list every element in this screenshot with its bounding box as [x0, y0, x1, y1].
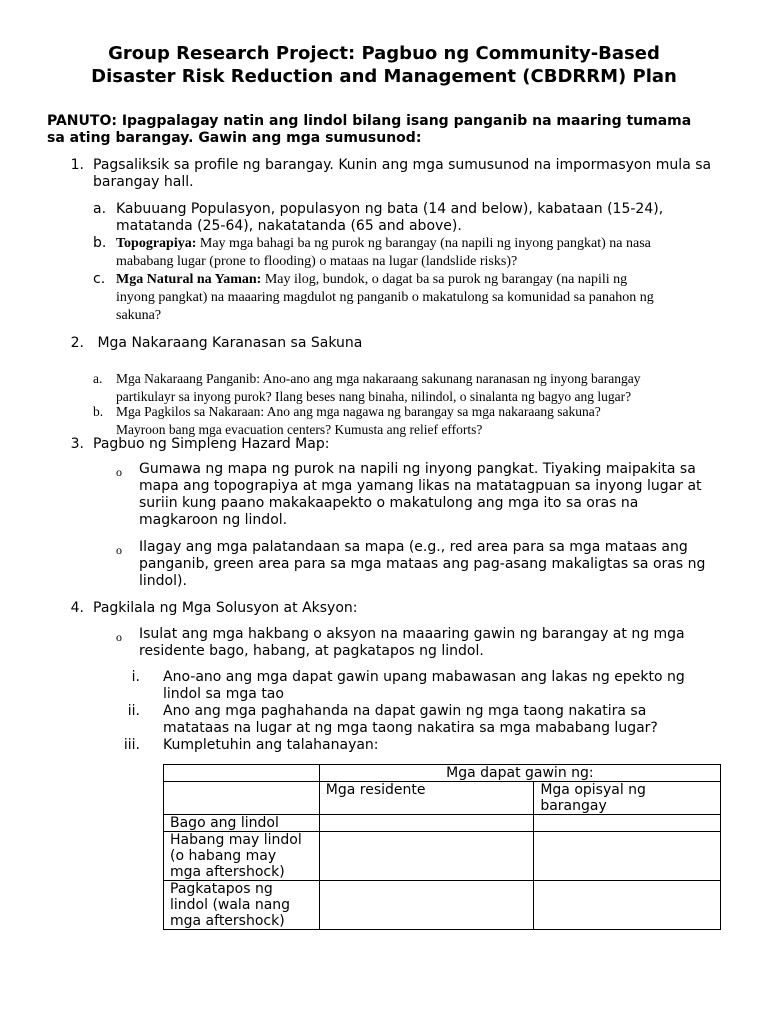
item-1-text [93, 157, 733, 191]
item-1c-line-3: sakuna? [116, 308, 162, 323]
table-header-empty-cell [164, 782, 320, 815]
item-1a-letter: a. [93, 201, 107, 217]
item-4-ii-line-2: matataas na lugar at ng mga taong nakatira sa mga mababang lugar? [163, 720, 658, 736]
table-row [164, 832, 721, 881]
table-row-label-line: Habang may lindol [170, 832, 302, 848]
item-3-p1-line-1: Gumawa ng mapa ng purok na napili ng inyong pangkat. Tiyaking maipakita sa [139, 461, 696, 477]
table-row [164, 815, 721, 832]
instructions-line-2: sa ating barangay. Gawin ang mga sumusunod: [47, 130, 422, 146]
item-3-p2-line-3: lindol). [139, 573, 187, 589]
item-2b-letter: b. [93, 404, 104, 419]
item-4-paragraph [139, 626, 739, 660]
item-1b-line-2: mababang lugar (prone to flooding) o mataas na lugar (landslide risks)? [116, 254, 518, 269]
item-4-p1-line-1: Isulat ang mga hakbang o aksyon na maaaring gawin ng barangay at ng mga [139, 626, 685, 642]
table-cell-officials [534, 815, 721, 832]
item-4-number: 4. [70, 600, 84, 616]
table-row-label [164, 832, 320, 881]
table-col-officials [534, 782, 721, 815]
table-col-officials-line-2: barangay [540, 798, 607, 814]
table-row-label-line: (o habang may [170, 848, 277, 864]
table-col-residents: Mga residente [319, 782, 534, 815]
item-3-p2-line-1: Ilagay ang mga palatandaan sa mapa (e.g., red area para sa mga mataas ang [139, 539, 688, 555]
item-4-ii-number: ii. [127, 703, 140, 719]
item-1c-line-2: inyong pangkat) na maaaring magdulot ng panganib o makatulong sa komunidad sa panahon ng [116, 290, 654, 305]
table-row-label-line: mga aftershock) [170, 913, 285, 929]
item-3-p1-line-2: mapa ang topograpiya at mga yamang likas na matatagpuan sa inyong lugar at [139, 478, 702, 494]
item-2a-line-2: partikulayr sa inyong purok? Ilang beses nang binaha, nilindol, o sinalanta ng bagyo ang lugar? [116, 388, 632, 404]
title-line-1: Group Research Project: Pagbuo ng Community-Based [108, 43, 660, 64]
table-row-label-line: mga aftershock) [170, 864, 285, 880]
item-1c-text [116, 271, 736, 325]
table-header-span: Mga dapat gawin ng: [319, 765, 720, 782]
item-1a-line-1: Kabuuang Populasyon, populasyon ng bata (14 and below), kabataan (15-24), [116, 201, 664, 217]
table-corner-cell [164, 765, 320, 782]
item-4-text: Pagkilala ng Mga Solusyon at Aksyon: [93, 600, 358, 616]
table-col-officials-line-1: Mga opisyal ng [540, 782, 646, 798]
item-4-i-text [163, 669, 738, 703]
item-2b-line-2: Mayroon bang mga evacuation centers? Kumusta ang relief efforts? [116, 421, 483, 437]
item-2-text: Mga Nakaraang Karanasan sa Sakuna [93, 335, 363, 351]
item-1b-letter: b. [93, 235, 107, 251]
item-1a-line-2: matatanda (25-64), nakatatanda (65 and above). [116, 218, 462, 234]
table-header-row [164, 782, 721, 815]
item-1a-text [116, 201, 736, 235]
item-1c-letter: c. [93, 271, 106, 287]
item-1c-line-1: May ilog, bundok, o dagat ba sa purok ng barangay (na napili ng [261, 272, 628, 287]
item-3-number: 3. [70, 436, 84, 452]
item-3-paragraph-1 [139, 461, 739, 529]
item-2b-line-1: Mga Pagkilos sa Nakaraan: Ano ang mga nagawa ng barangay sa mga nakaraang sakuna? [116, 404, 601, 419]
table-row-label: Bago ang lindol [164, 815, 320, 832]
item-1-line-1: Pagsaliksik sa profile ng barangay. Kunin ang mga sumusunod na impormasyon mula sa [93, 157, 712, 173]
item-4-i-line-1: Ano-ano ang mga dapat gawin upang mabawasan ang lakas ng epekto ng [163, 669, 685, 685]
table-cell-residents [319, 815, 534, 832]
table-header-span-row [164, 765, 721, 782]
item-1c-bold-label: Mga Natural na Yaman: [116, 272, 262, 287]
item-1b-line-1: May mga bahagi ba ng purok ng barangay (na napili ng inyong pangkat) na nasa [196, 236, 651, 251]
table-row-label-line: lindol (wala nang [170, 897, 291, 913]
item-4-ii-line-1: Ano ang mga paghahanda na dapat gawin ng mga taong nakatira sa [163, 703, 647, 719]
table-cell-residents [319, 881, 534, 930]
title-line-2: Disaster Risk Reduction and Management (CBDRRM) Plan [91, 66, 677, 87]
item-2-number: 2. [70, 335, 84, 351]
item-1b-bold-label: Topograpiya: [116, 236, 197, 251]
item-4-i-number: i. [131, 669, 140, 685]
item-2a-text [116, 370, 746, 405]
item-3-bullet-1: o [116, 465, 122, 479]
item-1-line-2: barangay hall. [93, 174, 194, 190]
table-row-label-line: Pagkatapos ng [170, 881, 273, 897]
item-4-i-line-2: lindol sa mga tao [163, 686, 284, 702]
item-4-ii-text [163, 703, 738, 737]
item-3-p2-line-2: panganib, green area para sa mga mataas ang pag-asang makaligtas sa oras ng [139, 556, 706, 572]
item-4-iii-text: Kumpletuhin ang talahanayan: [163, 737, 379, 753]
table-cell-residents [319, 832, 534, 881]
table-cell-officials [534, 832, 721, 881]
item-3-text: Pagbuo ng Simpleng Hazard Map: [93, 436, 330, 452]
item-2a-line-1: Mga Nakaraang Panganib: Ano-ano ang mga nakaraang sakunang naranasan ng inyong barangay [116, 371, 641, 386]
table-row [164, 881, 721, 930]
instructions-line-1: PANUTO: Ipagpalagay natin ang lindol bilang isang panganib na maaring tumama [47, 113, 692, 129]
item-3-paragraph-2 [139, 539, 739, 590]
item-4-iii-number: iii. [123, 737, 140, 753]
document-title [40, 42, 728, 88]
item-4-bullet: o [116, 630, 122, 644]
item-1-number: 1. [70, 157, 84, 173]
item-3-bullet-2: o [116, 543, 122, 557]
item-3-p1-line-4: magkaroon ng lindol. [139, 512, 288, 528]
instructions [47, 113, 737, 147]
item-2b-text [116, 403, 746, 438]
item-2a-letter: a. [93, 371, 103, 386]
table-cell-officials [534, 881, 721, 930]
actions-table [163, 764, 721, 930]
item-1b-text [116, 235, 736, 271]
table-row-label [164, 881, 320, 930]
item-3-p1-line-3: suriin kung paano makakaapekto o makatulong ang mga ito sa oras na [139, 495, 639, 511]
item-4-p1-line-2: residente bago, habang, at pagkatapos ng lindol. [139, 643, 484, 659]
